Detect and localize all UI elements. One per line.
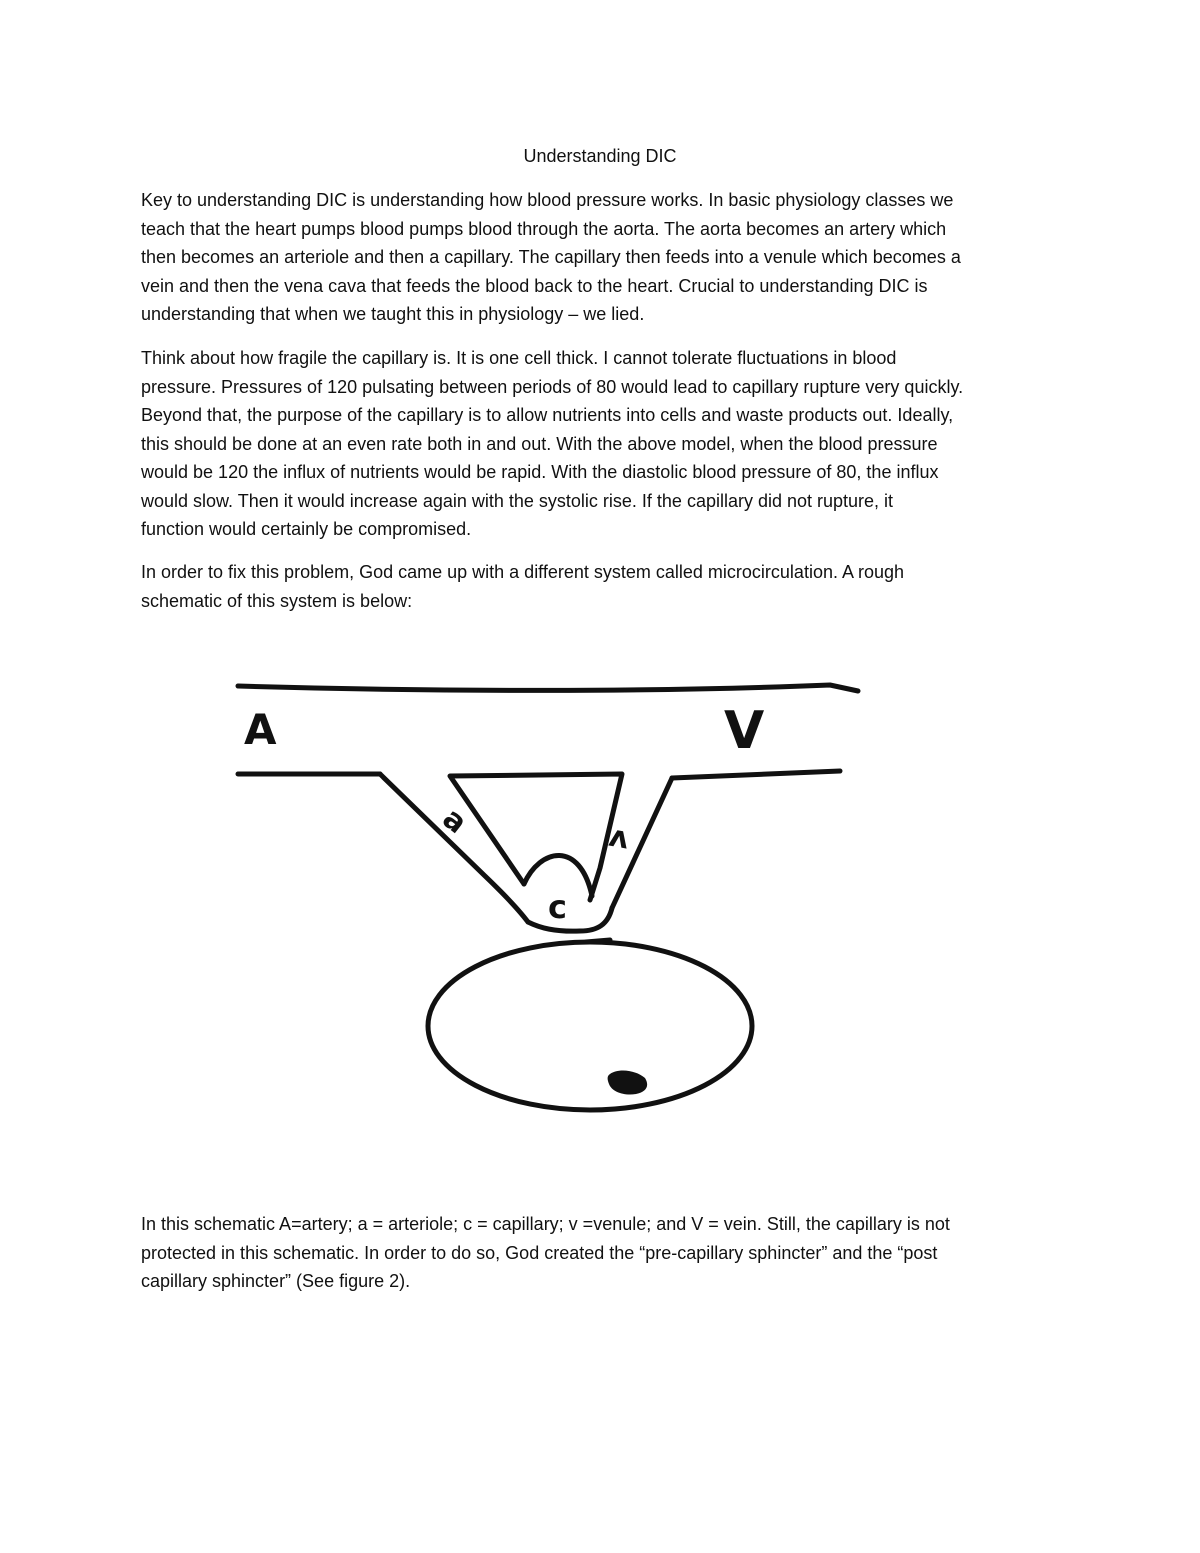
label-capillary: c [548, 888, 567, 926]
text-line: schematic of this system is below: [141, 590, 413, 611]
text-line: would slow. Then it would increase again with the systolic rise. If the capillary did not rupture, it [141, 490, 894, 511]
text-line: function would certainly be compromised. [141, 519, 472, 539]
paragraph-2 [141, 344, 1061, 544]
label-venule: v [605, 821, 632, 860]
text-line: capillary sphincter” (See figure 2). [141, 1271, 411, 1291]
text-line: then becomes an arteriole and then a capillary. The capillary then feeds into a venule which becomes a [141, 247, 961, 267]
tissue-cell [428, 942, 752, 1110]
paragraph-1 [141, 186, 1061, 329]
text-line: Think about how fragile the capillary is. It is one cell thick. I cannot tolerate fluctuations in blood [141, 348, 897, 368]
vessel-top-wall [238, 685, 858, 691]
text-line: teach that the heart pumps blood pumps blood through the aorta. The aorta becomes an artery which [141, 218, 947, 239]
text-line: protected in this schematic. In order to do so, God created the “pre-capillary sphincter” and the “post [141, 1242, 938, 1263]
text-line: would be 120 the influx of nutrients would be rapid. With the diastolic blood pressure of 80, the influx [141, 462, 939, 482]
text-line: Key to understanding DIC is understanding how blood pressure works. In basic physiology classes we [141, 190, 954, 210]
paragraph-3 [141, 558, 1061, 615]
text-line: understanding that when we taught this in physiology – we lied. [141, 304, 645, 324]
capillary-bottom-loop [528, 908, 612, 931]
text-line: pressure. Pressures of 120 pulsating between periods of 80 would lead to capillary rupture very quickly. [141, 376, 964, 397]
text-line: In order to fix this problem, God came up with a different system called microcirculation. A rough [141, 562, 905, 582]
cell-nucleus [608, 1071, 648, 1095]
text-line: In this schematic A=artery; a = arteriole; c = capillary; v =venule; and V = vein. Still, the capillary is not [141, 1214, 950, 1234]
arteriole-outer-wall [380, 774, 528, 922]
page-title: Understanding DIC [523, 146, 677, 166]
label-vein: V [724, 701, 765, 761]
cell-contact-mark [586, 940, 610, 942]
text-line: Beyond that, the purpose of the capillary is to allow nutrients into cells and waste products out. Ideally, [141, 405, 954, 425]
vein-lower-wall [672, 771, 840, 778]
label-artery: A [244, 705, 277, 754]
inner-tissue-triangle [450, 774, 622, 900]
microcirculation-schematic [140, 628, 1030, 1148]
label-arteriole: a [435, 800, 474, 842]
text-line: vein and then the vena cava that feeds the blood back to the heart. Crucial to understanding DIC is [141, 275, 928, 296]
paragraph-4 [141, 1210, 1061, 1296]
text-line: this should be done at an even rate both in and out. With the above model, when the blood pressure [141, 433, 938, 454]
